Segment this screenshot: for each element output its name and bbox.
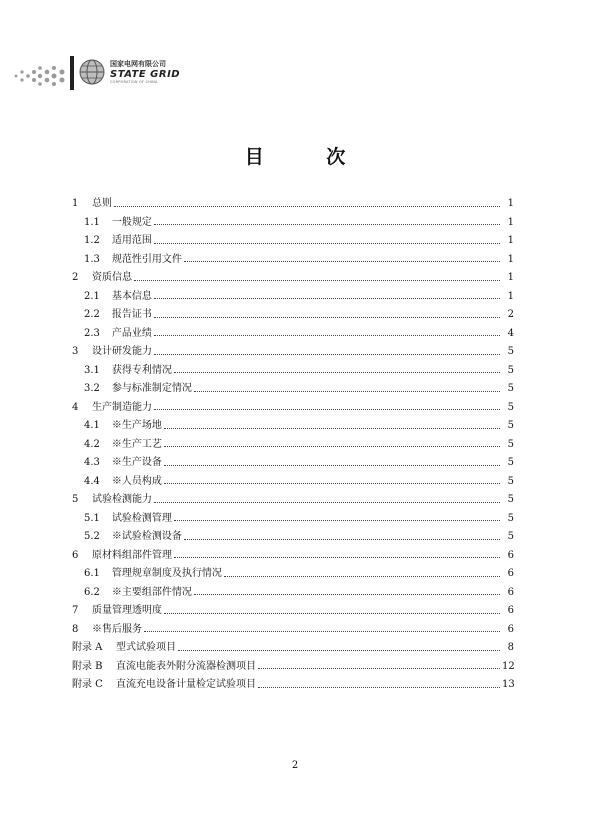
toc-leader-dots	[144, 631, 500, 632]
toc-entry[interactable]	[72, 251, 514, 270]
page-header	[0, 54, 590, 94]
toc-entry-number: 3.2	[84, 383, 100, 394]
toc-entry-title: 总则	[92, 198, 112, 209]
toc-entry[interactable]	[72, 288, 514, 307]
company-name-cn: 国家电网有限公司	[110, 60, 166, 68]
toc-entry-page: 5	[507, 531, 514, 542]
toc-entry[interactable]	[72, 454, 514, 473]
toc-entry[interactable]	[72, 232, 514, 251]
toc-entry-page: 5	[507, 364, 514, 376]
toc-entry-title: ※人员构成	[111, 475, 162, 487]
toc-leader-dots	[154, 243, 500, 244]
toc-entry-number: 附录 C	[72, 679, 103, 690]
toc-entry[interactable]	[72, 380, 514, 399]
toc-entry-page: 5	[507, 494, 514, 505]
toc-entry-title: 管理规章制度及执行情况	[111, 568, 222, 579]
toc-entry-number: 2.2	[84, 309, 100, 320]
toc-entry-number: 6	[72, 549, 79, 561]
toc-leader-dots	[154, 224, 500, 225]
toc-entry-title: 质量管理透明度	[92, 605, 162, 616]
toc-entry[interactable]	[72, 473, 514, 492]
toc-leader-dots	[154, 354, 500, 355]
toc-entry-page: 6	[507, 549, 514, 561]
toc-entry[interactable]	[72, 510, 514, 529]
toc-entry[interactable]	[72, 306, 514, 325]
toc-entry[interactable]	[72, 214, 514, 233]
toc-entry-page: 1	[507, 235, 514, 246]
toc-entry-title: 型式试验项目	[116, 642, 176, 653]
toc-entry-page: 2	[507, 309, 514, 320]
toc-entry[interactable]	[72, 676, 514, 695]
toc-entry-number: 6.1	[84, 568, 100, 579]
toc-leader-dots	[178, 650, 500, 651]
toc-entry-page: 1	[507, 216, 514, 228]
toc-leader-dots	[154, 502, 500, 503]
toc-leader-dots	[164, 613, 500, 614]
toc-entry-number: 2	[72, 272, 79, 283]
toc-entry-page: 5	[507, 475, 514, 487]
toc-entry-title: ※生产场地	[111, 420, 162, 431]
toc-entry-number: 4.2	[84, 438, 100, 450]
toc-entry-number: 6.2	[84, 586, 100, 598]
toc-entry-number: 1	[72, 198, 79, 209]
toc-entry-number: 4	[72, 401, 79, 413]
toc-leader-dots	[164, 446, 500, 447]
toc-entry[interactable]	[72, 399, 514, 418]
toc-entry-title: ※生产工艺	[111, 438, 162, 450]
toc-entry[interactable]	[72, 547, 514, 566]
toc-entry[interactable]	[72, 436, 514, 455]
toc-entry-number: 8	[72, 623, 79, 635]
toc-entry-title: 原材料组部件管理	[92, 549, 172, 561]
toc-entry-title: 资质信息	[92, 272, 132, 283]
toc-entry[interactable]	[72, 621, 514, 640]
company-subtitle: CORPORATION OF CHINA	[110, 80, 158, 84]
toc-leader-dots	[174, 557, 500, 558]
toc-entry[interactable]	[72, 195, 514, 214]
toc-entry-page: 6	[507, 568, 514, 579]
table-of-contents	[72, 195, 514, 695]
toc-entry[interactable]	[72, 491, 514, 510]
toc-entry[interactable]	[72, 528, 514, 547]
toc-entry-title: 直流充电设备计量检定试验项目	[116, 679, 256, 690]
toc-entry[interactable]	[72, 565, 514, 584]
toc-leader-dots	[184, 261, 500, 262]
toc-entry-title: 适用范围	[111, 235, 152, 246]
toc-entry[interactable]	[72, 269, 514, 288]
toc-entry-number: 附录 B	[72, 660, 103, 672]
toc-entry-title: 直流电能表外附分流器检测项目	[116, 660, 256, 672]
toc-entry-page: 4	[507, 327, 514, 339]
toc-leader-dots	[154, 409, 500, 410]
toc-entry-title: ※试验检测设备	[111, 531, 182, 542]
toc-entry-number: 附录 A	[72, 642, 103, 653]
toc-entry-page: 13	[502, 679, 515, 690]
toc-entry-title: 一般规定	[111, 216, 152, 228]
toc-entry-page: 1	[507, 198, 514, 209]
toc-leader-dots	[114, 206, 500, 207]
toc-entry[interactable]	[72, 639, 514, 658]
toc-entry-number: 3.1	[84, 364, 100, 376]
toc-entry-page: 5	[507, 383, 514, 394]
page-number: 2	[291, 760, 299, 771]
toc-entry-number: 7	[72, 605, 79, 616]
toc-entry[interactable]	[72, 584, 514, 603]
toc-entry-number: 2.1	[84, 290, 100, 302]
toc-entry-number: 4.4	[84, 475, 100, 487]
toc-entry-number: 1.2	[84, 235, 100, 246]
toc-entry-title: 规范性引用文件	[111, 253, 182, 265]
toc-leader-dots	[164, 465, 500, 466]
toc-entry-title: 获得专利情况	[111, 364, 172, 376]
toc-leader-dots	[194, 594, 500, 595]
toc-entry-page: 5	[507, 346, 514, 357]
toc-entry-number: 2.3	[84, 327, 100, 339]
toc-leader-dots	[258, 668, 500, 669]
toc-entry-page: 6	[507, 586, 514, 598]
toc-entry-title: ※主要组部件情况	[111, 586, 192, 598]
toc-entry-page: 1	[507, 253, 514, 265]
toc-leader-dots	[258, 687, 500, 688]
page-title: 目 次	[244, 146, 374, 168]
toc-entry-title: ※生产设备	[111, 457, 162, 468]
toc-entry-page: 1	[507, 272, 514, 283]
decorative-dots-icon	[12, 64, 68, 88]
toc-entry-title: 生产制造能力	[92, 401, 152, 413]
toc-entry-page: 5	[507, 420, 514, 431]
toc-entry-page: 5	[507, 438, 514, 450]
toc-entry-title: 设计研发能力	[92, 346, 152, 357]
toc-entry-title: 试验检测能力	[92, 494, 152, 505]
toc-entry-number: 1.1	[84, 216, 100, 228]
toc-entry-number: 3	[72, 346, 79, 357]
toc-entry[interactable]	[72, 343, 514, 362]
toc-entry-title: 产品业绩	[111, 327, 152, 339]
toc-entry-title: 试验检测管理	[111, 512, 172, 524]
toc-entry[interactable]	[72, 362, 514, 381]
toc-entry-number: 4.1	[84, 420, 100, 431]
toc-leader-dots	[174, 372, 500, 373]
toc-entry-page: 5	[507, 457, 514, 468]
toc-entry[interactable]	[72, 602, 514, 621]
toc-entry-title: 参与标准制定情况	[111, 383, 192, 394]
toc-entry-page: 5	[507, 401, 514, 413]
toc-leader-dots	[154, 298, 500, 299]
toc-entry[interactable]	[72, 325, 514, 344]
header-divider	[70, 56, 74, 90]
toc-leader-dots	[154, 317, 500, 318]
toc-entry[interactable]	[72, 658, 514, 677]
toc-leader-dots	[224, 576, 500, 577]
toc-entry-title: 报告证书	[111, 309, 152, 320]
toc-leader-dots	[184, 539, 500, 540]
toc-leader-dots	[154, 335, 500, 336]
toc-entry-title: 基本信息	[111, 290, 152, 302]
toc-leader-dots	[164, 428, 500, 429]
toc-entry-number: 5.1	[84, 512, 100, 524]
toc-entry-number: 5.2	[84, 531, 100, 542]
toc-leader-dots	[194, 391, 500, 392]
toc-entry-page: 6	[507, 623, 514, 635]
toc-leader-dots	[134, 280, 500, 281]
toc-entry-page: 5	[507, 512, 514, 524]
toc-entry-page: 1	[507, 290, 514, 302]
toc-entry[interactable]	[72, 417, 514, 436]
toc-entry-page: 12	[502, 660, 515, 672]
toc-leader-dots	[174, 520, 500, 521]
company-brand	[110, 59, 180, 84]
toc-entry-number: 5	[72, 494, 79, 505]
toc-leader-dots	[164, 483, 500, 484]
company-name-en: STATE GRID	[110, 69, 181, 80]
toc-entry-title: ※售后服务	[92, 623, 142, 635]
toc-entry-number: 4.3	[84, 457, 100, 468]
state-grid-logo-icon	[78, 58, 106, 86]
toc-entry-number: 1.3	[84, 253, 100, 265]
toc-entry-page: 8	[507, 642, 514, 653]
toc-entry-page: 6	[507, 605, 514, 616]
